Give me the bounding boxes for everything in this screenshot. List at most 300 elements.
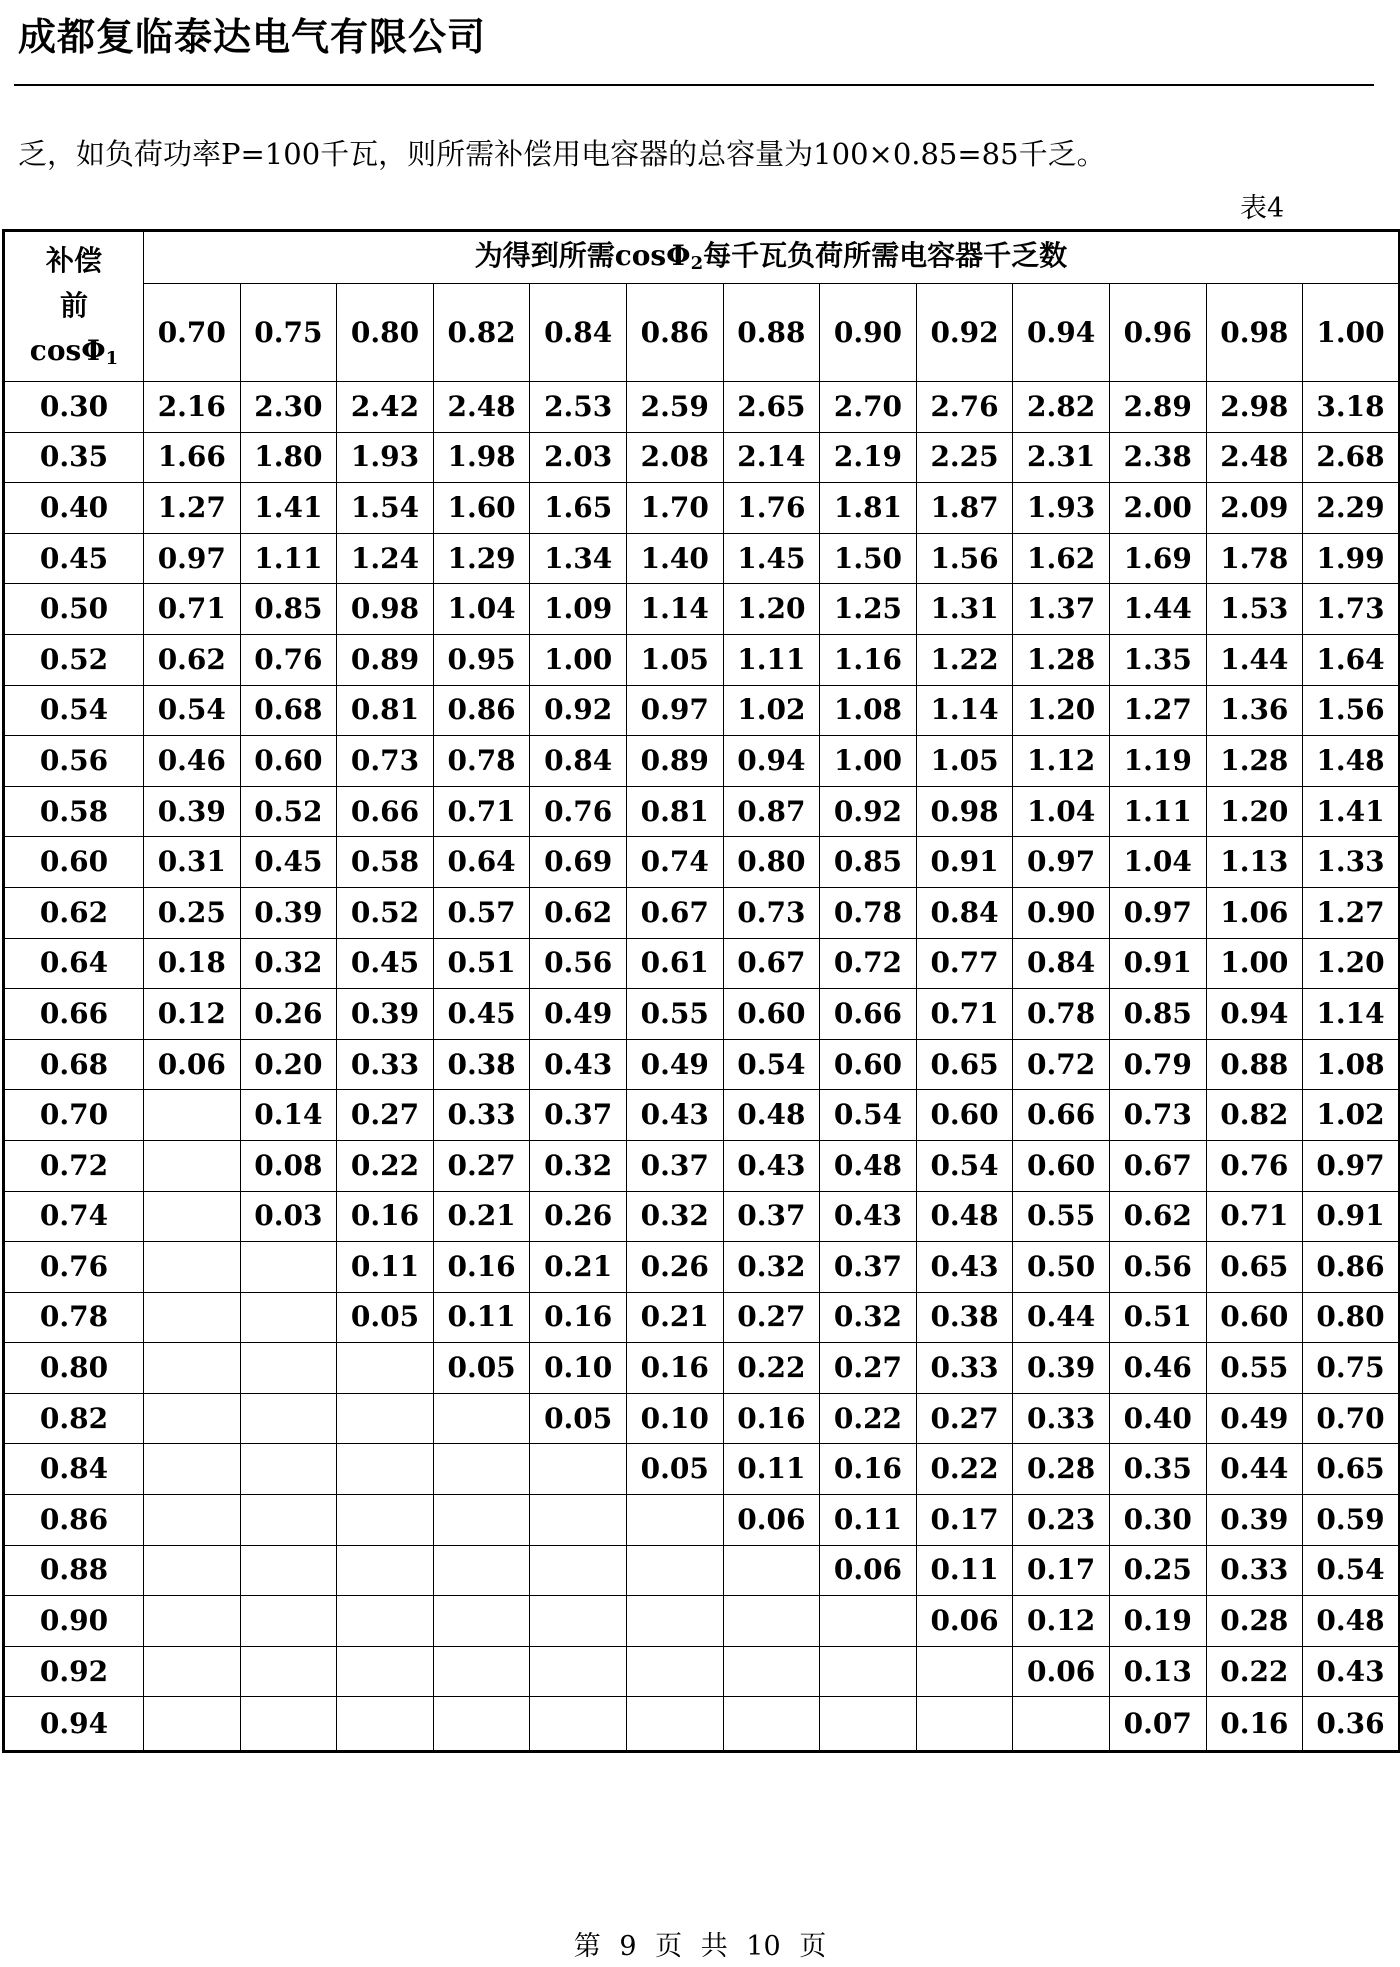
table-cell: 1.93 [337, 432, 434, 483]
corner-line-1: 补偿 [45, 244, 102, 278]
table-cell: 0.40 [1109, 1393, 1206, 1444]
row-header-cell: 0.35 [4, 432, 144, 483]
table-cell: 0.22 [723, 1343, 820, 1394]
table-cell: 1.56 [1303, 685, 1400, 736]
table-row [4, 1444, 1400, 1495]
table-cell: 0.65 [1206, 1242, 1303, 1293]
table-cell [433, 1393, 530, 1444]
table-cell: 0.85 [240, 584, 337, 635]
table-row [4, 382, 1400, 433]
table-cell: 0.81 [626, 786, 723, 837]
table-cell: 2.16 [144, 382, 241, 433]
table-cell: 1.44 [1109, 584, 1206, 635]
table-cell: 0.37 [723, 1191, 820, 1242]
column-header-cell: 0.80 [337, 284, 434, 382]
table-cell: 0.80 [723, 837, 820, 888]
table-cell: 0.65 [916, 1039, 1013, 1090]
table-row [4, 786, 1400, 837]
table-cell: 0.45 [433, 989, 530, 1040]
table-cell [530, 1596, 627, 1647]
table-cell: 0.13 [1109, 1646, 1206, 1697]
table-cell: 0.73 [723, 887, 820, 938]
table-cell: 0.16 [820, 1444, 917, 1495]
table-cell [723, 1697, 820, 1752]
table-cell: 0.85 [1109, 989, 1206, 1040]
table-row [4, 1545, 1400, 1596]
table-cell: 1.73 [1303, 584, 1400, 635]
table-cell: 2.53 [530, 382, 627, 433]
table-cell: 0.55 [1206, 1343, 1303, 1394]
footer-page-current: 9 [619, 1931, 637, 1962]
column-header-cell: 0.90 [820, 284, 917, 382]
table-cell: 0.16 [723, 1393, 820, 1444]
table-cell [240, 1242, 337, 1293]
row-header-cell: 0.82 [4, 1393, 144, 1444]
table-cell: 0.72 [1013, 1039, 1110, 1090]
table-cell: 1.00 [1206, 938, 1303, 989]
table-cell: 2.48 [433, 382, 530, 433]
corner-line-3: cosΦ [29, 333, 106, 367]
table-cell: 2.25 [916, 432, 1013, 483]
table-cell: 2.68 [1303, 432, 1400, 483]
table-cell: 0.44 [1013, 1292, 1110, 1343]
row-header-cell: 0.90 [4, 1596, 144, 1647]
table-cell: 0.94 [723, 736, 820, 787]
table-cell: 2.65 [723, 382, 820, 433]
table-cell: 0.25 [144, 887, 241, 938]
table-cell: 0.67 [723, 938, 820, 989]
row-header-cell: 0.74 [4, 1191, 144, 1242]
table-cell: 1.08 [1303, 1039, 1400, 1090]
table-cell: 1.20 [723, 584, 820, 635]
row-header-cell: 0.64 [4, 938, 144, 989]
table-cell: 0.49 [530, 989, 627, 1040]
table-cell: 1.34 [530, 533, 627, 584]
table-row [4, 1039, 1400, 1090]
table-cell: 1.28 [1206, 736, 1303, 787]
column-header-cell: 1.00 [1303, 284, 1400, 382]
table-row [4, 1140, 1400, 1191]
table-cell: 0.12 [1013, 1596, 1110, 1647]
table-cell [337, 1495, 434, 1546]
table-cell: 1.44 [1206, 634, 1303, 685]
table-cell: 0.08 [240, 1140, 337, 1191]
row-header-cell: 0.72 [4, 1140, 144, 1191]
header-divider [14, 84, 1374, 86]
table-cell: 1.05 [916, 736, 1013, 787]
table-cell: 0.78 [1013, 989, 1110, 1040]
table-cell: 0.62 [144, 634, 241, 685]
table-cell: 0.78 [820, 887, 917, 938]
table-cell: 0.97 [1013, 837, 1110, 888]
table-cell: 0.89 [337, 634, 434, 685]
table-row [4, 837, 1400, 888]
table-row [4, 1495, 1400, 1546]
table-cell [337, 1393, 434, 1444]
table-cell: 0.43 [723, 1140, 820, 1191]
table-cell: 1.11 [723, 634, 820, 685]
table-row [4, 1090, 1400, 1141]
footer-word-di: 第 [573, 1931, 601, 1962]
table-row [4, 1343, 1400, 1394]
table-cell: 1.19 [1109, 736, 1206, 787]
table-cell: 0.81 [337, 685, 434, 736]
table-cell: 0.82 [1206, 1090, 1303, 1141]
table-cell: 1.99 [1303, 533, 1400, 584]
capacitor-table [2, 229, 1400, 1753]
table-cell: 0.32 [240, 938, 337, 989]
span-header-post: 每千瓦负荷所需电容器千乏数 [703, 239, 1068, 272]
table-cell: 0.45 [240, 837, 337, 888]
table-cell [144, 1495, 241, 1546]
table-cell: 0.91 [1303, 1191, 1400, 1242]
table-cell: 1.04 [1013, 786, 1110, 837]
table-cell: 0.76 [530, 786, 627, 837]
table-cell: 1.45 [723, 533, 820, 584]
table-cell [530, 1444, 627, 1495]
table-cell: 0.98 [337, 584, 434, 635]
table-cell: 2.19 [820, 432, 917, 483]
table-cell: 2.29 [1303, 483, 1400, 534]
table-cell: 0.05 [626, 1444, 723, 1495]
table-cell: 0.22 [337, 1140, 434, 1191]
table-cell: 1.37 [1013, 584, 1110, 635]
table-cell: 1.35 [1109, 634, 1206, 685]
row-header-cell: 0.30 [4, 382, 144, 433]
table-cell [240, 1343, 337, 1394]
table-cell: 0.71 [1206, 1191, 1303, 1242]
table-cell: 1.33 [1303, 837, 1400, 888]
footer-word-ye-1: 页 [655, 1931, 683, 1962]
span-header-cell [144, 231, 1400, 284]
footer-word-ye-2: 页 [799, 1931, 827, 1962]
table-cell: 1.20 [1303, 938, 1400, 989]
table-cell: 0.32 [820, 1292, 917, 1343]
row-header-cell: 0.45 [4, 533, 144, 584]
table-row [4, 483, 1400, 534]
table-cell [820, 1646, 917, 1697]
table-cell: 0.26 [240, 989, 337, 1040]
table-cell: 0.27 [820, 1343, 917, 1394]
table-cell: 1.09 [530, 584, 627, 635]
table-cell: 0.22 [820, 1393, 917, 1444]
table-cell: 0.59 [1303, 1495, 1400, 1546]
table-cell: 0.16 [626, 1343, 723, 1394]
table-cell: 0.11 [820, 1495, 917, 1546]
table-cell: 1.00 [530, 634, 627, 685]
table-cell [240, 1545, 337, 1596]
table-cell: 0.11 [433, 1292, 530, 1343]
table-cell: 0.67 [1109, 1140, 1206, 1191]
table-cell [916, 1697, 1013, 1752]
table-cell: 0.74 [626, 837, 723, 888]
table-cell: 0.05 [530, 1393, 627, 1444]
table-cell [626, 1545, 723, 1596]
table-cell: 0.16 [433, 1242, 530, 1293]
table-row [4, 736, 1400, 787]
table-cell: 0.31 [144, 837, 241, 888]
column-header-cell: 0.86 [626, 284, 723, 382]
table-cell: 0.06 [820, 1545, 917, 1596]
table-cell [144, 1393, 241, 1444]
table-cell [626, 1697, 723, 1752]
table-cell: 2.76 [916, 382, 1013, 433]
column-header-cell: 0.84 [530, 284, 627, 382]
table-cell: 1.80 [240, 432, 337, 483]
row-header-cell: 0.68 [4, 1039, 144, 1090]
table-cell: 0.43 [530, 1039, 627, 1090]
header-row-1 [4, 231, 1400, 284]
table-cell: 0.72 [820, 938, 917, 989]
table-cell: 1.02 [723, 685, 820, 736]
row-header-cell: 0.86 [4, 1495, 144, 1546]
table-cell: 0.89 [626, 736, 723, 787]
row-header-cell: 0.80 [4, 1343, 144, 1394]
table-cell: 0.54 [820, 1090, 917, 1141]
table-cell: 1.08 [820, 685, 917, 736]
table-cell [723, 1545, 820, 1596]
table-cell [433, 1545, 530, 1596]
table-cell [240, 1393, 337, 1444]
row-header-cell: 0.84 [4, 1444, 144, 1495]
table-cell: 2.89 [1109, 382, 1206, 433]
table-cell: 0.56 [530, 938, 627, 989]
table-cell: 1.93 [1013, 483, 1110, 534]
column-header-cell: 0.92 [916, 284, 1013, 382]
table-cell: 0.84 [530, 736, 627, 787]
table-cell [626, 1646, 723, 1697]
table-cell: 1.78 [1206, 533, 1303, 584]
table-cell: 2.82 [1013, 382, 1110, 433]
row-header-cell: 0.94 [4, 1697, 144, 1752]
table-cell: 1.02 [1303, 1090, 1400, 1141]
table-cell: 0.61 [626, 938, 723, 989]
table-cell: 2.59 [626, 382, 723, 433]
row-header-cell: 0.52 [4, 634, 144, 685]
table-cell: 0.37 [530, 1090, 627, 1141]
table-cell: 0.39 [240, 887, 337, 938]
table-cell: 0.56 [1109, 1242, 1206, 1293]
table-cell [626, 1495, 723, 1546]
table-cell: 2.31 [1013, 432, 1110, 483]
table-cell: 0.32 [626, 1191, 723, 1242]
table-cell: 0.75 [1303, 1343, 1400, 1394]
table-cell: 0.48 [1303, 1596, 1400, 1647]
table-cell: 0.60 [916, 1090, 1013, 1141]
table-row [4, 1697, 1400, 1752]
table-cell: 0.66 [337, 786, 434, 837]
table-cell: 0.43 [1303, 1646, 1400, 1697]
table-cell: 1.62 [1013, 533, 1110, 584]
table-row [4, 938, 1400, 989]
table-cell: 0.16 [337, 1191, 434, 1242]
table-cell: 0.07 [1109, 1697, 1206, 1752]
table-cell: 0.39 [1206, 1495, 1303, 1546]
table-cell: 0.38 [916, 1292, 1013, 1343]
table-cell: 0.92 [530, 685, 627, 736]
corner-line-3-sub: 1 [105, 347, 119, 369]
table-cell: 0.43 [916, 1242, 1013, 1293]
row-header-cell: 0.76 [4, 1242, 144, 1293]
table-cell: 0.64 [433, 837, 530, 888]
page-footer [0, 1924, 1400, 1963]
table-cell: 0.66 [1013, 1090, 1110, 1141]
table-cell: 0.97 [626, 685, 723, 736]
table-cell [337, 1596, 434, 1647]
table-cell: 0.92 [820, 786, 917, 837]
table-cell: 0.05 [433, 1343, 530, 1394]
table-cell: 0.21 [433, 1191, 530, 1242]
table-cell: 0.65 [1303, 1444, 1400, 1495]
table-cell: 2.98 [1206, 382, 1303, 433]
table-cell: 0.97 [1303, 1140, 1400, 1191]
table-cell: 0.39 [337, 989, 434, 1040]
table-cell [530, 1545, 627, 1596]
table-cell: 0.21 [626, 1292, 723, 1343]
table-cell [337, 1545, 434, 1596]
table-cell: 0.44 [1206, 1444, 1303, 1495]
column-header-cell: 0.88 [723, 284, 820, 382]
table-cell: 0.60 [1206, 1292, 1303, 1343]
table-cell: 1.12 [1013, 736, 1110, 787]
table-cell: 0.66 [820, 989, 917, 1040]
table-cell [337, 1444, 434, 1495]
table-cell: 0.49 [1206, 1393, 1303, 1444]
table-cell: 2.09 [1206, 483, 1303, 534]
table-cell: 0.51 [1109, 1292, 1206, 1343]
table-cell: 0.22 [916, 1444, 1013, 1495]
table-cell: 0.76 [240, 634, 337, 685]
table-cell [723, 1596, 820, 1647]
table-cell: 0.58 [337, 837, 434, 888]
table-cell: 3.18 [1303, 382, 1400, 433]
table-cell: 0.52 [337, 887, 434, 938]
table-cell: 0.68 [240, 685, 337, 736]
table-cell: 1.56 [916, 533, 1013, 584]
table-cell [144, 1191, 241, 1242]
table-cell: 1.13 [1206, 837, 1303, 888]
table-cell: 1.28 [1013, 634, 1110, 685]
table-cell: 0.60 [1013, 1140, 1110, 1191]
table-cell: 0.11 [337, 1242, 434, 1293]
table-cell: 0.67 [626, 887, 723, 938]
table-cell [144, 1697, 241, 1752]
table-cell: 0.28 [1013, 1444, 1110, 1495]
table-cell: 1.40 [626, 533, 723, 584]
table-cell: 0.20 [240, 1039, 337, 1090]
table-cell: 1.24 [337, 533, 434, 584]
table-cell: 0.78 [433, 736, 530, 787]
table-number-label: 表4 [1240, 193, 1285, 224]
table-row [4, 685, 1400, 736]
table-cell: 0.71 [433, 786, 530, 837]
table-row [4, 1191, 1400, 1242]
table-row [4, 887, 1400, 938]
table-cell [144, 1444, 241, 1495]
span-header-pre: 为得到所需cosΦ [474, 239, 691, 272]
table-cell: 0.54 [144, 685, 241, 736]
table-row [4, 533, 1400, 584]
table-cell [530, 1495, 627, 1546]
table-cell: 0.23 [1013, 1495, 1110, 1546]
table-cell: 0.97 [1109, 887, 1206, 938]
table-cell: 0.27 [916, 1393, 1013, 1444]
table-cell: 0.71 [916, 989, 1013, 1040]
table-row [4, 432, 1400, 483]
table-cell [144, 1242, 241, 1293]
table-cell: 0.43 [820, 1191, 917, 1242]
table-cell: 0.62 [530, 887, 627, 938]
table-cell [337, 1646, 434, 1697]
table-cell: 0.54 [723, 1039, 820, 1090]
table-cell [1013, 1697, 1110, 1752]
table-row [4, 1393, 1400, 1444]
table-cell: 0.18 [144, 938, 241, 989]
row-header-cell: 0.70 [4, 1090, 144, 1141]
table-row [4, 584, 1400, 635]
table-cell [240, 1697, 337, 1752]
corner-line-2: 前 [59, 289, 88, 323]
table-row [4, 989, 1400, 1040]
table-cell: 2.42 [337, 382, 434, 433]
intro-paragraph: 乏，如负荷功率P=100千瓦，则所需补偿用电容器的总容量为100×0.85=85千乏。 [18, 137, 1106, 171]
table-cell: 1.20 [1206, 786, 1303, 837]
corner-header-cell [4, 231, 144, 382]
table-cell [820, 1697, 917, 1752]
table-cell: 0.33 [433, 1090, 530, 1141]
table-cell: 0.60 [820, 1039, 917, 1090]
table-cell: 0.98 [916, 786, 1013, 837]
table-row [4, 634, 1400, 685]
header-row-2 [4, 284, 1400, 382]
table-cell [240, 1596, 337, 1647]
table-cell [144, 1596, 241, 1647]
table-cell: 0.46 [1109, 1343, 1206, 1394]
table-cell: 1.25 [820, 584, 917, 635]
row-header-cell: 0.88 [4, 1545, 144, 1596]
table-cell: 0.77 [916, 938, 1013, 989]
table-cell: 1.98 [433, 432, 530, 483]
table-cell: 1.64 [1303, 634, 1400, 685]
table-cell: 0.91 [916, 837, 1013, 888]
column-header-cell: 0.94 [1013, 284, 1110, 382]
table-cell: 1.11 [1109, 786, 1206, 837]
table-cell: 1.81 [820, 483, 917, 534]
table-cell: 0.45 [337, 938, 434, 989]
table-cell: 0.60 [723, 989, 820, 1040]
table-cell: 0.14 [240, 1090, 337, 1141]
table-cell: 1.05 [626, 634, 723, 685]
table-cell: 1.14 [916, 685, 1013, 736]
table-cell: 0.11 [723, 1444, 820, 1495]
table-cell: 2.03 [530, 432, 627, 483]
table-cell: 1.53 [1206, 584, 1303, 635]
table-cell: 0.12 [144, 989, 241, 1040]
table-cell: 0.48 [820, 1140, 917, 1191]
table-cell: 0.26 [530, 1191, 627, 1242]
table-cell [144, 1343, 241, 1394]
table-cell: 1.04 [1109, 837, 1206, 888]
table-cell: 1.41 [240, 483, 337, 534]
table-cell: 0.84 [1013, 938, 1110, 989]
row-header-cell: 0.54 [4, 685, 144, 736]
table-cell: 0.52 [240, 786, 337, 837]
column-header-cell: 0.70 [144, 284, 241, 382]
table-cell: 1.27 [144, 483, 241, 534]
row-header-cell: 0.78 [4, 1292, 144, 1343]
table-cell: 0.80 [1303, 1292, 1400, 1343]
table-cell: 1.48 [1303, 736, 1400, 787]
